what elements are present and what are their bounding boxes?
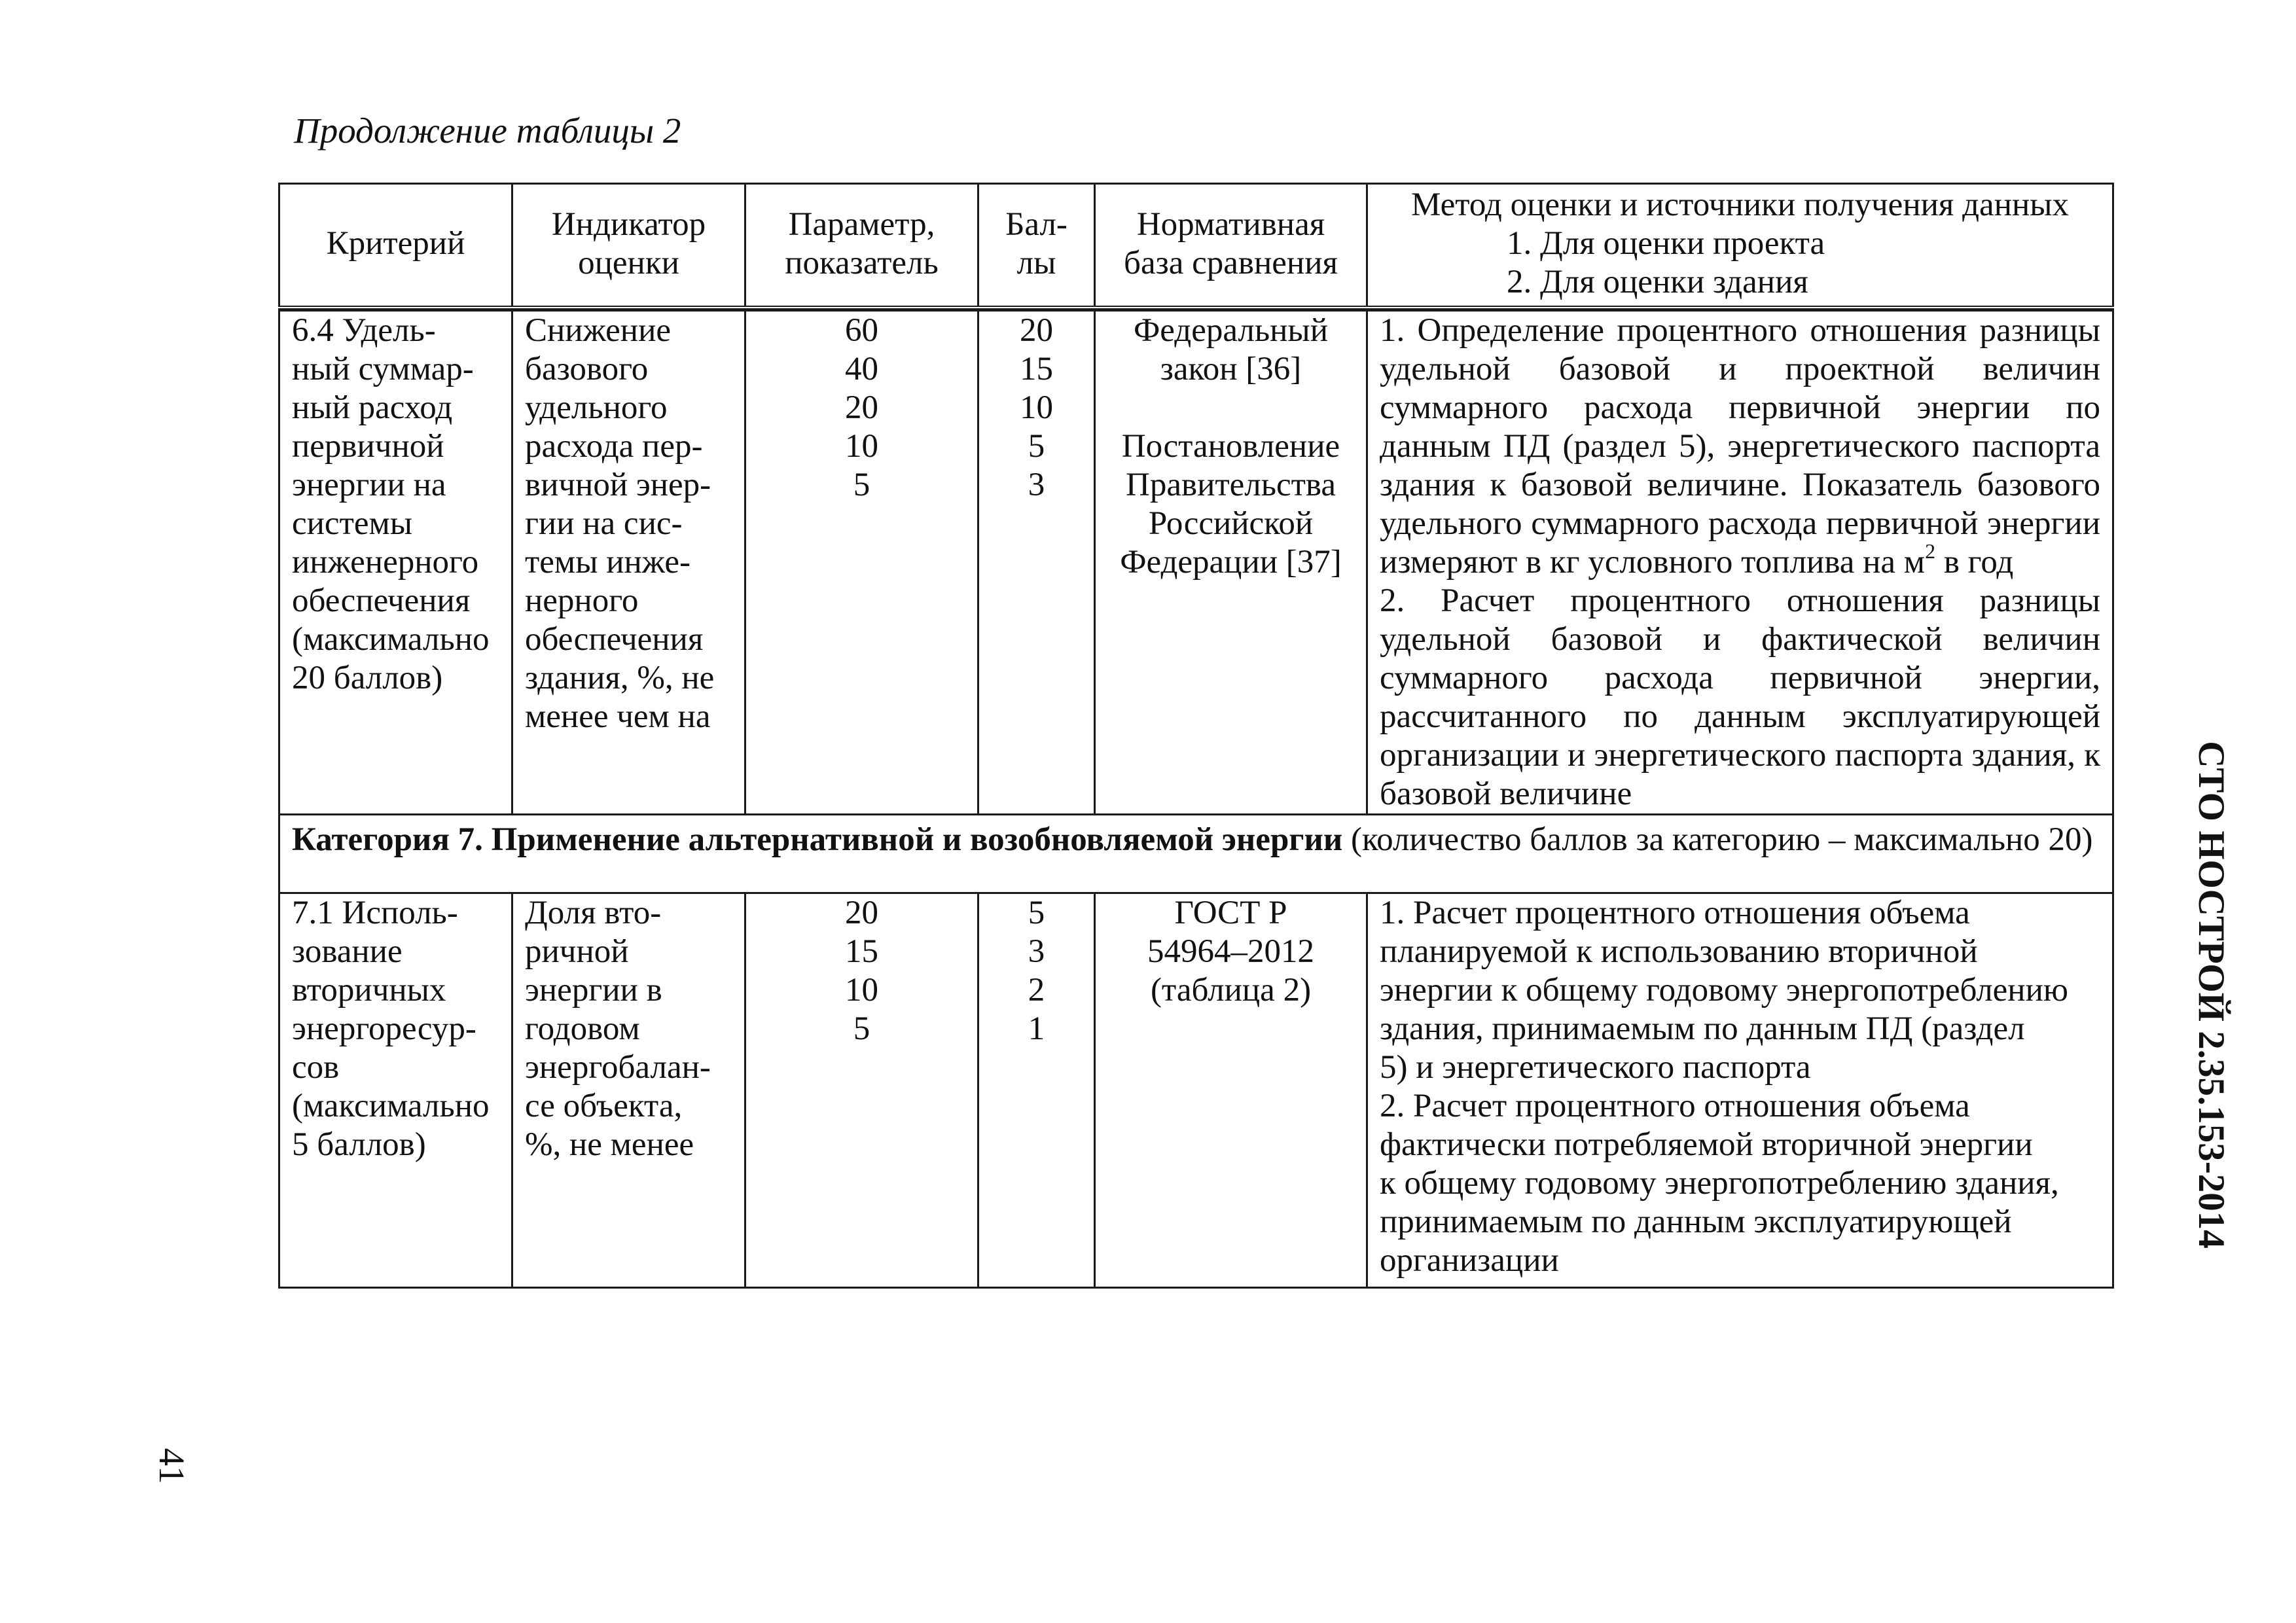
cell-points: [978, 311, 1095, 815]
header-parameter-line: показатель: [785, 244, 939, 281]
indicator-line: %, не менее: [525, 1126, 694, 1163]
header-parameter-line: Параметр,: [788, 205, 935, 243]
method-line: принимаемым по данным эксплуатирующей: [1380, 1204, 2012, 1240]
header-indicator: [512, 184, 745, 308]
indicator-line: энергии в: [525, 972, 662, 1008]
method-superscript: 2: [1925, 539, 1936, 563]
normative-line: Правительства: [1126, 467, 1336, 503]
indicator-line: здания, %, не: [525, 660, 715, 696]
criterion-line: обеспечения: [292, 582, 471, 619]
criterion-line: энергии на: [292, 467, 446, 503]
cell-normative: [1095, 893, 1367, 1288]
points-value: 2: [1028, 972, 1045, 1008]
header-points-line: лы: [1016, 244, 1056, 281]
header-criterion-text: Критерий: [326, 225, 465, 262]
header-criterion: [279, 184, 512, 308]
normative-line: ГОСТ Р: [1174, 895, 1287, 931]
cell-indicator: [512, 311, 745, 815]
header-normative-line: Нормативная: [1136, 205, 1325, 243]
header-parameter: [745, 184, 978, 308]
category-7-heading: [279, 815, 2113, 893]
category-note: (количество баллов за категорию – максимально 20): [1342, 821, 2093, 858]
parameter-value: 40: [845, 351, 878, 387]
header-indicator-line: оценки: [578, 244, 679, 281]
indicator-line: темы инже-: [525, 544, 691, 580]
points-value: 15: [1020, 351, 1053, 387]
method-line: 1. Расчет процентного отношения объема: [1380, 895, 1970, 931]
indicator-line: Доля вто-: [525, 895, 662, 931]
indicator-line: гии на сис-: [525, 505, 683, 542]
parameter-value: 5: [853, 467, 870, 503]
header-points: [978, 184, 1095, 308]
criterion-line: зование: [292, 933, 403, 970]
header-indicator-line: Индикатор: [551, 205, 706, 243]
normative-line: 54964–2012: [1147, 933, 1314, 970]
method-line: здания, принимаемым по данным ПД (раздел: [1380, 1010, 2025, 1047]
points-value: 10: [1020, 389, 1053, 426]
method-line: организации: [1380, 1242, 1559, 1279]
category-title: Категория 7. Применение альтернативной и возобновляемой энергии: [292, 821, 1343, 858]
criterion-line: 7.1 Исполь-: [292, 895, 458, 931]
method-line: 5) и энергетического паспорта: [1380, 1049, 1811, 1086]
parameter-value: 10: [845, 972, 878, 1008]
method-line: энергии к общему годовому энергопотреблению: [1380, 972, 2068, 1008]
points-value: 20: [1020, 312, 1053, 349]
header-method-line: Метод оценки и источники получения данных: [1410, 187, 2070, 223]
criterion-line: системы: [292, 505, 413, 542]
normative-line: Постановление: [1121, 428, 1340, 465]
criterion-line: (максимально: [292, 621, 490, 658]
criterion-line: (максимально: [292, 1088, 490, 1124]
category-row: [279, 815, 2113, 893]
header-normative-line: база сравнения: [1124, 244, 1338, 281]
points-value: 1: [1028, 1010, 1045, 1047]
cell-criterion: [279, 311, 512, 815]
indicator-line: вичной энер-: [525, 467, 711, 503]
criterion-line: 5 баллов): [292, 1126, 426, 1163]
cell-parameters: [745, 893, 978, 1288]
indicator-line: ричной: [525, 933, 629, 970]
normative-line: Федеральный: [1134, 312, 1328, 349]
method-paragraph: [1380, 312, 2100, 582]
header-method-line: 1. Для оценки проекта: [1507, 225, 1825, 262]
table-header: [279, 184, 2113, 308]
normative-line: [1107, 389, 1354, 427]
indicator-line: обеспечения: [525, 621, 704, 658]
points-value: 5: [1028, 428, 1045, 465]
points-value: 3: [1028, 467, 1045, 503]
criterion-line: 20 баллов): [292, 660, 443, 696]
normative-line: (таблица 2): [1150, 972, 1312, 1008]
indicator-line: се объекта,: [525, 1088, 683, 1124]
points-value: 5: [1028, 895, 1045, 931]
normative-line: Российской: [1148, 505, 1314, 542]
normative-line: закон [36]: [1160, 351, 1302, 387]
header-normative: [1095, 184, 1367, 308]
method-text-end: в год: [1935, 544, 2014, 580]
method-line: к общему годовому энергопотреблению здания,: [1380, 1165, 2059, 1202]
header-points-line: Бал-: [1005, 205, 1067, 243]
indicator-line: энергобалан-: [525, 1049, 711, 1086]
cell-parameters: [745, 311, 978, 815]
method-paragraph: 2. Расчет процентного отношения разницы удельной базовой и фактической величин суммарного расхода первичной энергии, рассчитанного по данным эксплуатирующей организации и энергетического паспорта здания, к базовой величине: [1380, 582, 2100, 812]
normative-line: Федерации [37]: [1120, 544, 1342, 580]
criterion-line: инженерного: [292, 544, 479, 580]
method-line: фактически потребляемой вторичной энергии: [1380, 1126, 2033, 1163]
table-row-6-4: [279, 311, 2113, 815]
indicator-line: годовом: [525, 1010, 640, 1047]
criterion-line: 6.4 Удель-: [292, 312, 436, 349]
criteria-table: [278, 183, 2114, 1289]
cell-criterion: [279, 893, 512, 1288]
parameter-value: 10: [845, 428, 878, 465]
table-caption: Продолжение таблицы 2: [294, 111, 681, 151]
indicator-line: удельного: [525, 389, 668, 426]
indicator-line: менее чем на: [525, 698, 711, 735]
parameter-value: 15: [845, 933, 878, 970]
method-text: 1. Определение процентного отношения разницы удельной базовой и проектной величин суммарного расхода первичной энергии по данным ПД (раздел 5), энергетического паспорта здания к базовой величине. Показатель базового удельного суммарного расхода первичной энергии измеряют в кг условного топлива на м: [1380, 312, 2100, 580]
indicator-line: Снижение: [525, 312, 672, 349]
indicator-line: расхода пер-: [525, 428, 703, 465]
cell-method: [1367, 311, 2113, 815]
standard-designation: СТО НОСТРОЙ 2.35.153-2014: [2191, 741, 2232, 1249]
parameter-value: 20: [845, 895, 878, 931]
method-line: планируемой к использованию вторичной: [1380, 933, 1978, 970]
header-method: [1367, 184, 2113, 308]
method-line: 2. Расчет процентного отношения объема: [1380, 1088, 1970, 1124]
indicator-line: нерного: [525, 582, 639, 619]
criterion-line: первичной: [292, 428, 444, 465]
header-method-line: 2. Для оценки здания: [1507, 264, 1808, 300]
parameter-value: 60: [845, 312, 878, 349]
points-value: 3: [1028, 933, 1045, 970]
table-row-7-1: [279, 893, 2113, 1288]
indicator-line: базового: [525, 351, 649, 387]
cell-indicator: [512, 893, 745, 1288]
parameter-value: 5: [853, 1010, 870, 1047]
criterion-line: энергоресур-: [292, 1010, 476, 1047]
criterion-line: сов: [292, 1049, 340, 1086]
criterion-line: вторичных: [292, 972, 446, 1008]
criterion-line: ный расход: [292, 389, 453, 426]
cell-normative: [1095, 311, 1367, 815]
cell-points: [978, 893, 1095, 1288]
criterion-line: ный суммар-: [292, 351, 474, 387]
parameter-value: 20: [845, 389, 878, 426]
cell-method: [1367, 893, 2113, 1288]
page-number: 41: [152, 1448, 192, 1484]
